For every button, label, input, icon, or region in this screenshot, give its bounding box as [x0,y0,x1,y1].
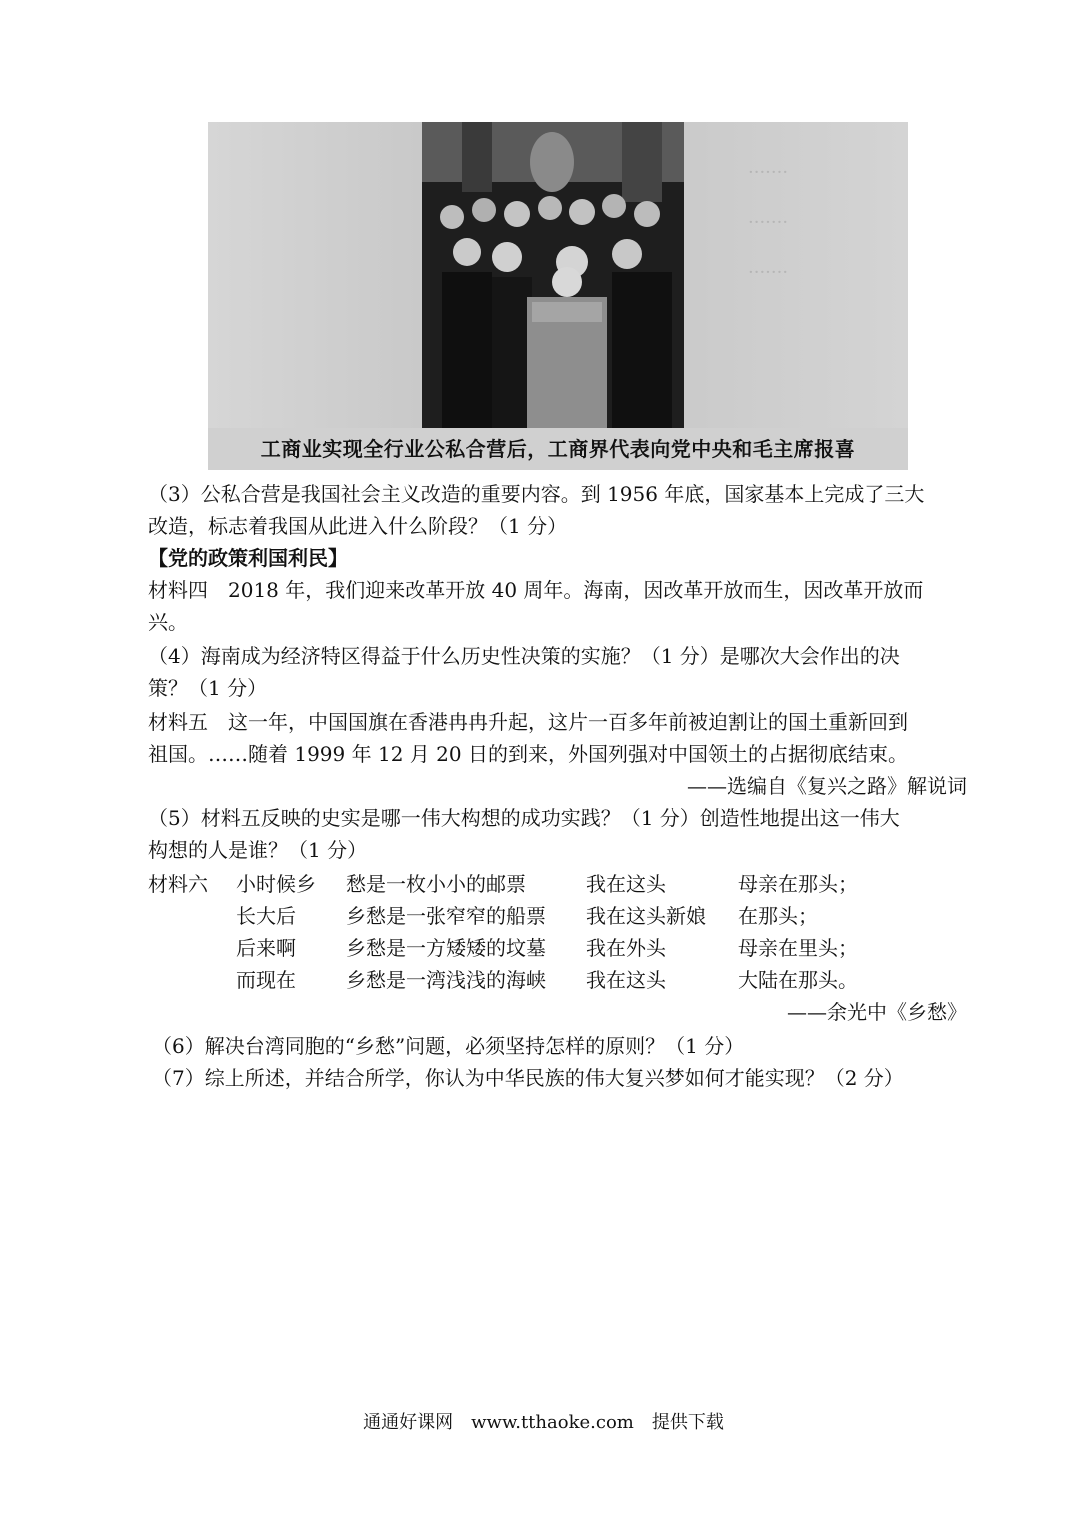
poem-line-3-col-3: 我在外头 [586,936,666,960]
poem-line-1-col-4: 母亲在那头； [738,872,858,896]
material-6-label: 材料六 [148,872,208,896]
poem-line-3-col-4: 母亲在里头； [738,936,858,960]
question-6: （6）解决台湾同胞的“乡愁”问题，必须坚持怎样的原则？（1 分） [152,1034,745,1058]
poem-line-1-col-3: 我在这头 [586,872,666,896]
bleed-through-text: ······· [748,162,789,183]
material-4-line-2: 兴。 [148,610,188,634]
bleed-through-text: ······· [748,262,789,283]
question-4-line-1: （4）海南成为经济特区得益于什么历史性决策的实施？（1 分）是哪次大会作出的决 [148,644,900,668]
footer-text: 通通好课网 www.tthaoke.com 提供下载 [363,1412,724,1433]
crowd-illustration [422,122,684,428]
poem-line-2-col-2: 乡愁是一张窄窄的船票 [346,904,546,928]
poem-line-1-col-2: 愁是一枚小小的邮票 [346,872,526,896]
material-4-line-1: 材料四 2018 年，我们迎来改革开放 40 周年。海南，因改革开放而生，因改革开放而 [148,578,924,602]
poem-line-1-col-1: 小时候乡 [236,872,316,896]
poem-line-3-col-2: 乡愁是一方矮矮的坟墓 [346,936,546,960]
poem-line-4-col-3: 我在这头 [586,968,666,992]
photo-caption: 工商业实现全行业公私合营后，工商界代表向党中央和毛主席报喜 [208,428,908,470]
section-heading: 【党的政策利国利民】 [148,546,348,570]
poem-line-4-col-1: 而现在 [236,968,296,992]
material-5-source: ——选编自《复兴之路》解说词 [687,774,967,798]
crowd-photo [422,122,684,428]
question-7: （7）综上所述，并结合所学，你认为中华民族的伟大复兴梦如何才能实现？（2 分） [152,1066,904,1090]
poem-line-4-col-2: 乡愁是一湾浅浅的海峡 [346,968,546,992]
question-5-line-2: 构想的人是谁？（1 分） [148,838,368,862]
question-4-line-2: 策？（1 分） [148,676,268,700]
question-3-line-1: （3）公私合营是我国社会主义改造的重要内容。到 1956 年底，国家基本上完成了三大 [148,482,925,506]
poem-line-4-col-4: 大陆在那头。 [738,968,858,992]
poem-line-2-col-4: 在那头； [738,904,818,928]
poem-line-2-col-1: 长大后 [236,904,296,928]
historical-photo [208,122,908,470]
question-3-line-2: 改造，标志着我国从此进入什么阶段？（1 分） [148,514,568,538]
bleed-through-text: ······· [748,212,789,233]
question-5-line-1: （5）材料五反映的史实是哪一伟大构想的成功实践？（1 分）创造性地提出这一伟大 [148,806,900,830]
poem-line-2-col-3: 我在这头新娘 [586,904,706,928]
material-5-line-1: 材料五 这一年，中国国旗在香港冉冉升起，这片一百多年前被迫割让的国土重新回到 [148,710,908,734]
material-6-source: ——余光中《乡愁》 [787,1000,967,1024]
poem-line-3-col-1: 后来啊 [236,936,296,960]
material-5-line-2: 祖国。……随着 1999 年 12 月 20 日的到来，外国列强对中国领土的占据彻底结束。 [148,742,908,766]
